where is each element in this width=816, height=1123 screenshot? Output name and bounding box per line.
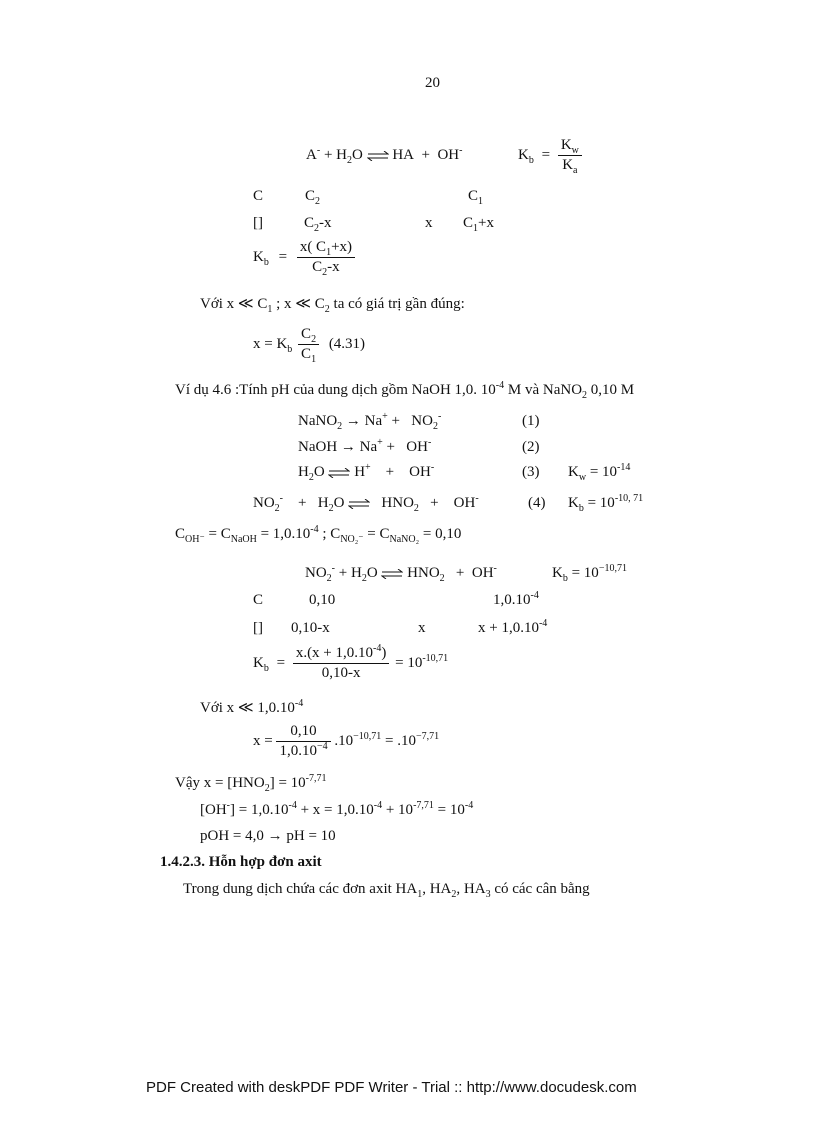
right-arrow-icon: → [340,439,356,455]
row2-c-v1: 0,10 [309,592,336,608]
row-eq-label: [] [253,215,263,231]
reaction-1: NaNO$_2$ → Na+ + $NO_2^-$ [298,411,442,432]
equilibrium-arrow-icon [328,468,350,478]
approx-condition: Với x ≪ $C_1$ ; x ≪ $C_2$ ta có giá trị gần đúng: [200,296,465,315]
footer-watermark: PDF Created with deskPDF PDF Writer - Trial :: http://www.docudesk.com [146,1079,637,1096]
row-eq-c2x: $C_2-x$ [304,215,332,234]
row-c-label: C [253,188,264,204]
row-c-c1: $C_1$ [468,188,484,207]
row2-c-label: C [253,592,264,608]
row2-eq-v1: 0,10-x [291,620,330,636]
row2-c-v2: $1,0.10^{-4}$ [493,590,539,608]
row2-eq-v3: $x + 1,0.10^{-4}$ [478,618,548,636]
row-eq-x: x [425,215,433,231]
result-oh: $[OH^-] = 1,0.10^{-4} + x = 1,0.10^{-4} + 10^{-7,71} = 10^{-4}$ [200,800,474,818]
row2-eq-label: [] [253,620,263,636]
example-title: Ví dụ 4.6 :Tính pH của dung dịch gồm NaOH 1,0. $10^{-4}$ M và NaNO$_2$ 0,10 M [175,380,635,401]
row-eq-c1x: $C_1+x$ [463,215,494,234]
reaction-1-number: (1) [522,413,540,429]
result-hno2: Vậy $x = [HNO_2] = 10^{-7,71}$ [175,773,327,794]
result-ph: pOH = 4,0 → pH = 10 [200,828,336,844]
kb-expression: $K_b$ = $\frac{x( C_1+x)}{C_2-x}$ [253,240,355,275]
kb-definition: $K_b$ = $\frac{K_w}{K_a}$ [518,138,582,173]
kw-value: $K_w = 10^{-14}$ [568,462,631,483]
reaction-4: $NO_2^-$ + $H_2O$ $HNO_2$ + OH- [253,493,479,514]
section-text: Trong dung dịch chứa các đơn axit $HA_1$, $HA_2$, $HA_3$ có các cân bằng [183,881,590,900]
page-number: 20 [425,75,440,91]
row-c-c2: $C_2$ [305,188,321,207]
condition-line: Với x ≪ $1,0.10^{-4}$ [200,698,304,716]
concentration-line: $C_{OH^-} = C_{NaOH} = 1,0.10^{-4}$ ; $C_{NO_2^-} = C_{NaNO_2} = 0,10$ [175,524,462,545]
reaction-3: $H_2O$ H+ + OH- [298,462,435,483]
kb-expression-2: $K_b$ = $\frac{x.(x + 1,0.10^{-4})}{0,10-x}$ = $10^{-10,71}$ [253,643,449,681]
kb-value: $K_b = 10^{-10, 71}$ [568,493,644,514]
row2-eq-x: x [418,620,426,636]
equilibrium-arrow-icon [367,151,389,161]
equilibrium-arrow-icon [348,499,370,509]
x-value-formula: x = $\frac{0,10}{1,0.10^{-4}}$ $.10^{-10,71} = .10^{-7,71}$ [253,723,440,759]
reaction-hydrolysis: $A^- + H_2O$ HA + OH- [306,145,463,166]
reaction-no2-hydrolysis: $NO_2^- + H_2O$ $HNO_2$ + OH- [305,563,497,584]
right-arrow-icon: → [345,413,361,429]
reaction-4-number: (4) [528,495,546,511]
section-heading: 1.4.2.3. Hỗn hợp đơn axit [160,854,322,870]
x-approx-formula: $x = K_b$ $\frac{C_2}{C_1}$ (4.31) [253,326,366,365]
reaction-2-number: (2) [522,439,540,455]
kb-value-2: $K_b = 10^{-10,71}$ [552,563,627,584]
equilibrium-arrow-icon [381,569,403,579]
reaction-3-number: (3) [522,464,540,480]
reaction-2: NaOH → Na+ + OH- [298,437,432,455]
